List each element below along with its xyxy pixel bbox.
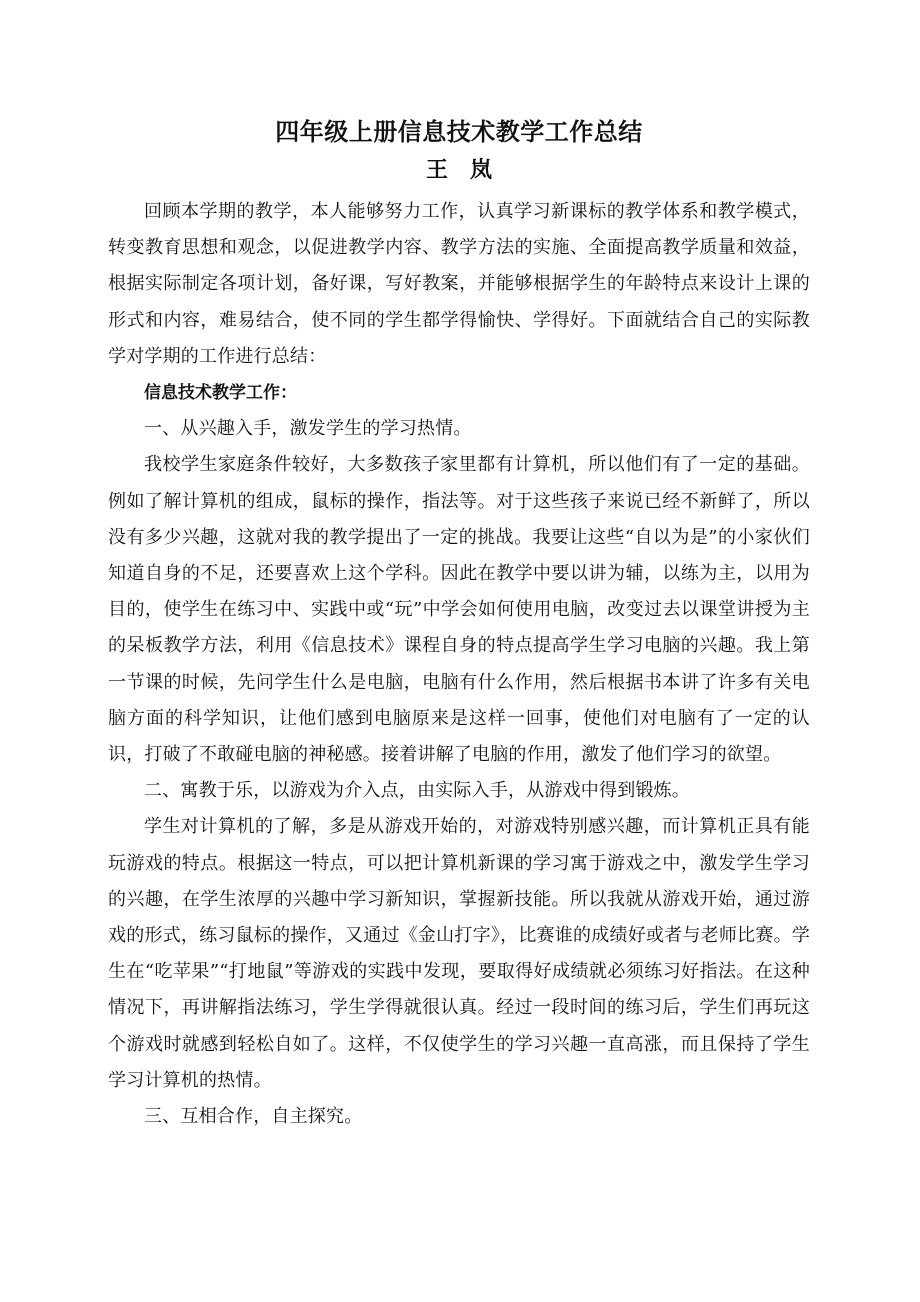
subheading-games: 二、寓教于乐，以游戏为介入点，由实际入手，从游戏中得到锻炼。 xyxy=(144,780,690,802)
subheading-interest: 一、从兴趣入手，激发学生的学习热情。 xyxy=(144,418,472,440)
paragraph-interest: 我校学生家庭条件较好，大多数孩子家里都有计算机，所以他们有了一定的基础。例如了解计算机的组成，鼠标的操作，指法等。对于这些孩子来说已经不新鲜了，所以没有多少兴趣，这就对我的教学提出了一定的挑战。我要让这些“自以为是”的小家伙们知道自身的不足，还要喜欢上这个学科。因此在教学中要以讲为辅，以练为主，以用为目的，使学生在练习中、实践中或“玩”中学会如何使用电脑，改变过去以课堂讲授为主的呆板教学方法，利用《信息技术》课程自身的特点提高学生学习电脑的兴趣。我上第一节课的时候，先问学生什么是电脑，电脑有什么作用，然后根据书本讲了许多有关电脑方面的科学知识，让他们感到电脑原来是这样一回事，使他们对电脑有了一定的认识，打破了不敢碰电脑的神秘感。接着讲解了电脑的作用，激发了他们学习的欲望。 xyxy=(108,454,810,766)
document-author: 王岚 xyxy=(425,157,514,183)
paragraph-games: 学生对计算机的了解，多是从游戏开始的，对游戏特别感兴趣，而计算机正具有能玩游戏的特点。根据这一特点，可以把计算机新课的学习寓于游戏之中，激发学生学习的兴趣，在学生浓厚的兴趣中学习新知识，掌握新技能。所以我就从游戏开始，通过游戏的形式，练习鼠标的操作，又通过《金山打字》，比赛谁的成绩好或者与老师比赛。学生在“吃苹果”“打地鼠”等游戏的实践中发现，要取得好成绩就必须练习好指法。在这种情况下，再讲解指法练习，学生学得就很认真。经过一段时间的练习后，学生们再玩这个游戏时就感到轻松自如了。这样，不仅使学生的学习兴趣一直高涨，而且保持了学生学习计算机的热情。 xyxy=(108,816,810,1091)
section-heading: 信息技术教学工作： xyxy=(144,383,297,404)
document-title: 四年级上册信息技术教学工作总结 xyxy=(275,118,643,146)
intro-paragraph: 回顾本学期的教学，本人能够努力工作，认真学习新课标的教学体系和教学模式，转变教育思想和观念，以促进教学内容、教学方法的实施、全面提高教学质量和效益，根据实际制定各项计划，备好课，写好教案，并能够根据学生的年龄特点来设计上课的形式和内容，难易结合，使不同的学生都学得愉快、学得好。下面就结合自己的实际教学对学期的工作进行总结： xyxy=(108,201,810,367)
document-body xyxy=(108,112,810,1135)
subheading-cooperation: 三、互相合作，自主探究。 xyxy=(144,1106,363,1128)
